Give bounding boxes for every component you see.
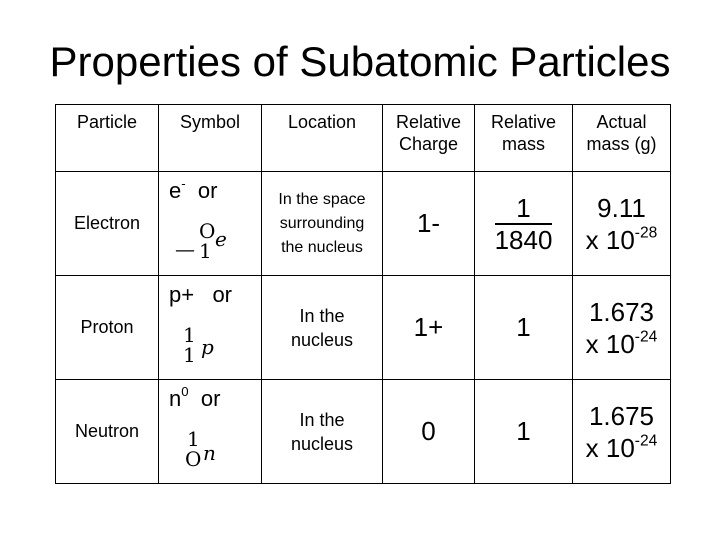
symbol-or: or xyxy=(197,178,218,203)
iso-bottom: 1 xyxy=(183,343,196,364)
location-line2: nucleus xyxy=(290,329,354,350)
actual-mass-exponent: -24 xyxy=(634,327,658,345)
charge-cell: 1- xyxy=(383,172,475,276)
iso-letter: p xyxy=(201,335,214,359)
relative-mass-cell: 1 xyxy=(475,276,573,380)
actual-mass-cell xyxy=(573,380,671,484)
charge-cell: 1+ xyxy=(383,276,475,380)
symbol-or: or xyxy=(212,282,232,307)
table-row-electron xyxy=(56,172,671,276)
header-relmass-line1: Relative xyxy=(490,112,557,132)
table-header-row xyxy=(56,105,671,172)
iso-bottom: 1 xyxy=(199,239,212,260)
particle-name: Electron xyxy=(56,172,159,276)
symbol-cell xyxy=(159,380,262,484)
actual-mass-base: x 10 xyxy=(585,224,635,255)
location-cell xyxy=(262,172,383,276)
actual-mass-exponent: -28 xyxy=(634,223,658,241)
neutron-isotope-notation xyxy=(171,428,249,468)
header-charge-line2: Charge xyxy=(398,134,459,154)
location-line1: In the xyxy=(299,305,345,326)
location-line2: nucleus xyxy=(290,433,354,454)
header-relmass-line2: mass xyxy=(501,134,545,154)
header-relative-charge xyxy=(383,105,475,172)
symbol-text xyxy=(169,178,217,204)
symbol-cell xyxy=(159,276,262,380)
header-location xyxy=(262,105,383,172)
symbol-text xyxy=(169,282,232,308)
location-line1: In the space xyxy=(278,190,366,208)
iso-top: 1 xyxy=(187,428,200,451)
fraction-numerator: 1 xyxy=(495,193,553,225)
actual-mass-base: x 10 xyxy=(585,328,635,359)
iso-top: O xyxy=(199,220,216,243)
header-charge-line1: Relative xyxy=(395,112,462,132)
symbol-text xyxy=(169,386,220,412)
header-symbol xyxy=(159,105,262,172)
electron-isotope-notation xyxy=(171,220,249,260)
relative-mass-fraction xyxy=(495,193,553,255)
iso-top: 1 xyxy=(183,324,196,347)
symbol-or: or xyxy=(200,386,221,411)
actual-mass-mantissa: 9.11 xyxy=(597,192,646,223)
header-actual-line2: mass (g) xyxy=(586,134,657,154)
symbol-superscript: - xyxy=(181,176,186,192)
location-cell xyxy=(262,380,383,484)
table-row-neutron xyxy=(56,380,671,484)
actual-mass-mantissa: 1.675 xyxy=(588,400,655,431)
symbol-base: p+ xyxy=(169,282,195,307)
header-particle-label: Particle xyxy=(76,112,138,132)
particle-name: Proton xyxy=(56,276,159,380)
iso-letter: e xyxy=(215,227,227,251)
symbol-superscript: 0 xyxy=(181,384,189,400)
actual-mass-exponent: -24 xyxy=(634,431,658,449)
header-relative-mass xyxy=(475,105,573,172)
symbol-base: n xyxy=(169,386,182,411)
location-cell xyxy=(262,276,383,380)
relative-mass-cell xyxy=(475,172,573,276)
header-location-label: Location xyxy=(287,112,357,132)
charge-cell: 0 xyxy=(383,380,475,484)
header-symbol-label: Symbol xyxy=(179,112,241,132)
header-actual-mass xyxy=(573,105,671,172)
iso-sign: — xyxy=(175,237,195,260)
actual-mass-cell xyxy=(573,172,671,276)
particle-name: Neutron xyxy=(56,380,159,484)
header-particle xyxy=(56,105,159,172)
symbol-base: e xyxy=(169,178,182,203)
iso-letter: n xyxy=(203,441,216,465)
relative-mass-cell: 1 xyxy=(475,380,573,484)
location-line3: the nucleus xyxy=(281,238,363,256)
header-actual-line1: Actual xyxy=(596,112,647,132)
actual-mass-cell xyxy=(573,276,671,380)
table-row-proton xyxy=(56,276,671,380)
proton-isotope-notation xyxy=(171,324,249,364)
location-line1: In the xyxy=(299,409,345,430)
location-line2: surrounding xyxy=(279,214,365,232)
symbol-cell xyxy=(159,172,262,276)
actual-mass-base: x 10 xyxy=(585,432,635,463)
slide-title: Properties of Subatomic Particles xyxy=(49,38,671,85)
fraction-denominator: 1840 xyxy=(494,224,553,255)
particles-table xyxy=(55,104,671,484)
iso-bottom: O xyxy=(185,447,202,468)
actual-mass-mantissa: 1.673 xyxy=(588,296,655,327)
